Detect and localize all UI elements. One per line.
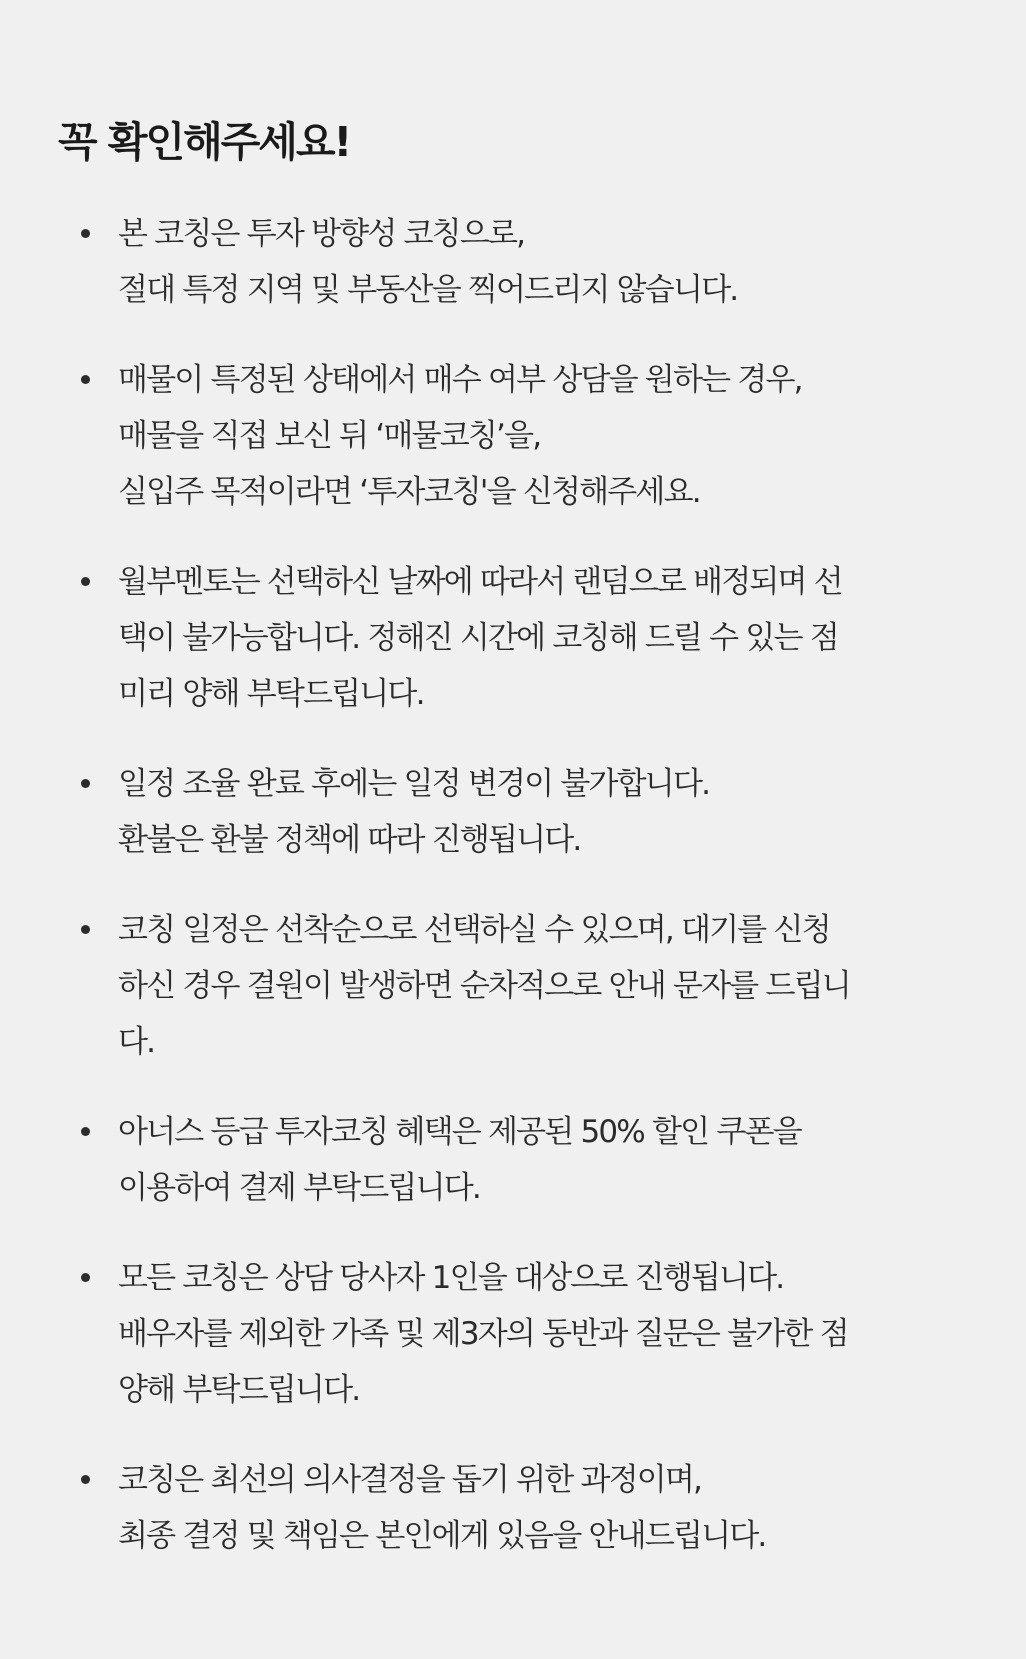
bullet-icon <box>81 375 90 384</box>
notice-item-text-line: 최종 결정 및 책임은 본인에게 있음을 안내드립니다. <box>118 1518 766 1554</box>
notice-item-text-line: 실입주 목적이라면 ‘투자코칭'을 신청해주세요. <box>118 474 700 510</box>
notice-item-text-line: 코칭은 최선의 의사결정을 돕기 위한 과정이며, <box>118 1462 702 1498</box>
bullet-icon <box>81 229 90 238</box>
bullet-icon <box>81 779 90 788</box>
notice-item <box>58 1104 986 1216</box>
notice-item <box>58 902 986 1070</box>
notice-item-text-line: 미리 양해 부탁드립니다. <box>118 676 424 712</box>
notice-item <box>58 756 986 868</box>
notice-item-text-line: 아너스 등급 투자코칭 혜택은 제공된 50% 할인 쿠폰을 <box>118 1114 801 1150</box>
notice-item-text-line: 다. <box>118 1024 155 1060</box>
notice-item-text-line: 월부멘토는 선택하신 날짜에 따라서 랜덤으로 배정되며 선 <box>118 564 842 600</box>
notice-item-text-line: 배우자를 제외한 가족 및 제3자의 동반과 질문은 불가한 점 <box>118 1316 848 1352</box>
notice-item <box>58 1452 986 1564</box>
notice-item <box>58 1250 986 1418</box>
notice-item-text-line: 환불은 환불 정책에 따라 진행됩니다. <box>118 822 581 858</box>
notice-list <box>58 206 986 1564</box>
notice-item-text-line: 하신 경우 결원이 발생하면 순차적으로 안내 문자를 드립니 <box>118 968 850 1004</box>
notice-title: 꼭 확인해주세요! <box>58 118 351 166</box>
bullet-icon <box>81 1475 90 1484</box>
notice-item-text-line: 택이 불가능합니다. 정해진 시간에 코칭해 드릴 수 있는 점 <box>118 620 838 656</box>
bullet-icon <box>81 577 90 586</box>
notice-item <box>58 554 986 722</box>
notice-item-text-line: 본 코칭은 투자 방향성 코칭으로, <box>118 216 525 252</box>
notice-item-text-line: 일정 조율 완료 후에는 일정 변경이 불가합니다. <box>118 766 710 802</box>
bullet-icon <box>81 925 90 934</box>
notice-item-text-line: 매물을 직접 보신 뒤 ‘매물코칭’을, <box>118 418 541 454</box>
notice-item-text-line: 이용하여 결제 부탁드립니다. <box>118 1170 480 1206</box>
notice-item-text-line: 매물이 특정된 상태에서 매수 여부 상담을 원하는 경우, <box>118 362 802 398</box>
notice-item-text-line: 모든 코칭은 상담 당사자 1인을 대상으로 진행됩니다. <box>118 1260 784 1296</box>
bullet-icon <box>81 1127 90 1136</box>
notice-item-text-line: 코칭 일정은 선착순으로 선택하실 수 있으며, 대기를 신청 <box>118 912 830 948</box>
notice-item-text-line: 절대 특정 지역 및 부동산을 찍어드리지 않습니다. <box>118 272 738 308</box>
notice-item <box>58 206 986 318</box>
notice-item <box>58 352 986 520</box>
notice-item-text-line: 양해 부탁드립니다. <box>118 1372 360 1408</box>
bullet-icon <box>81 1273 90 1282</box>
